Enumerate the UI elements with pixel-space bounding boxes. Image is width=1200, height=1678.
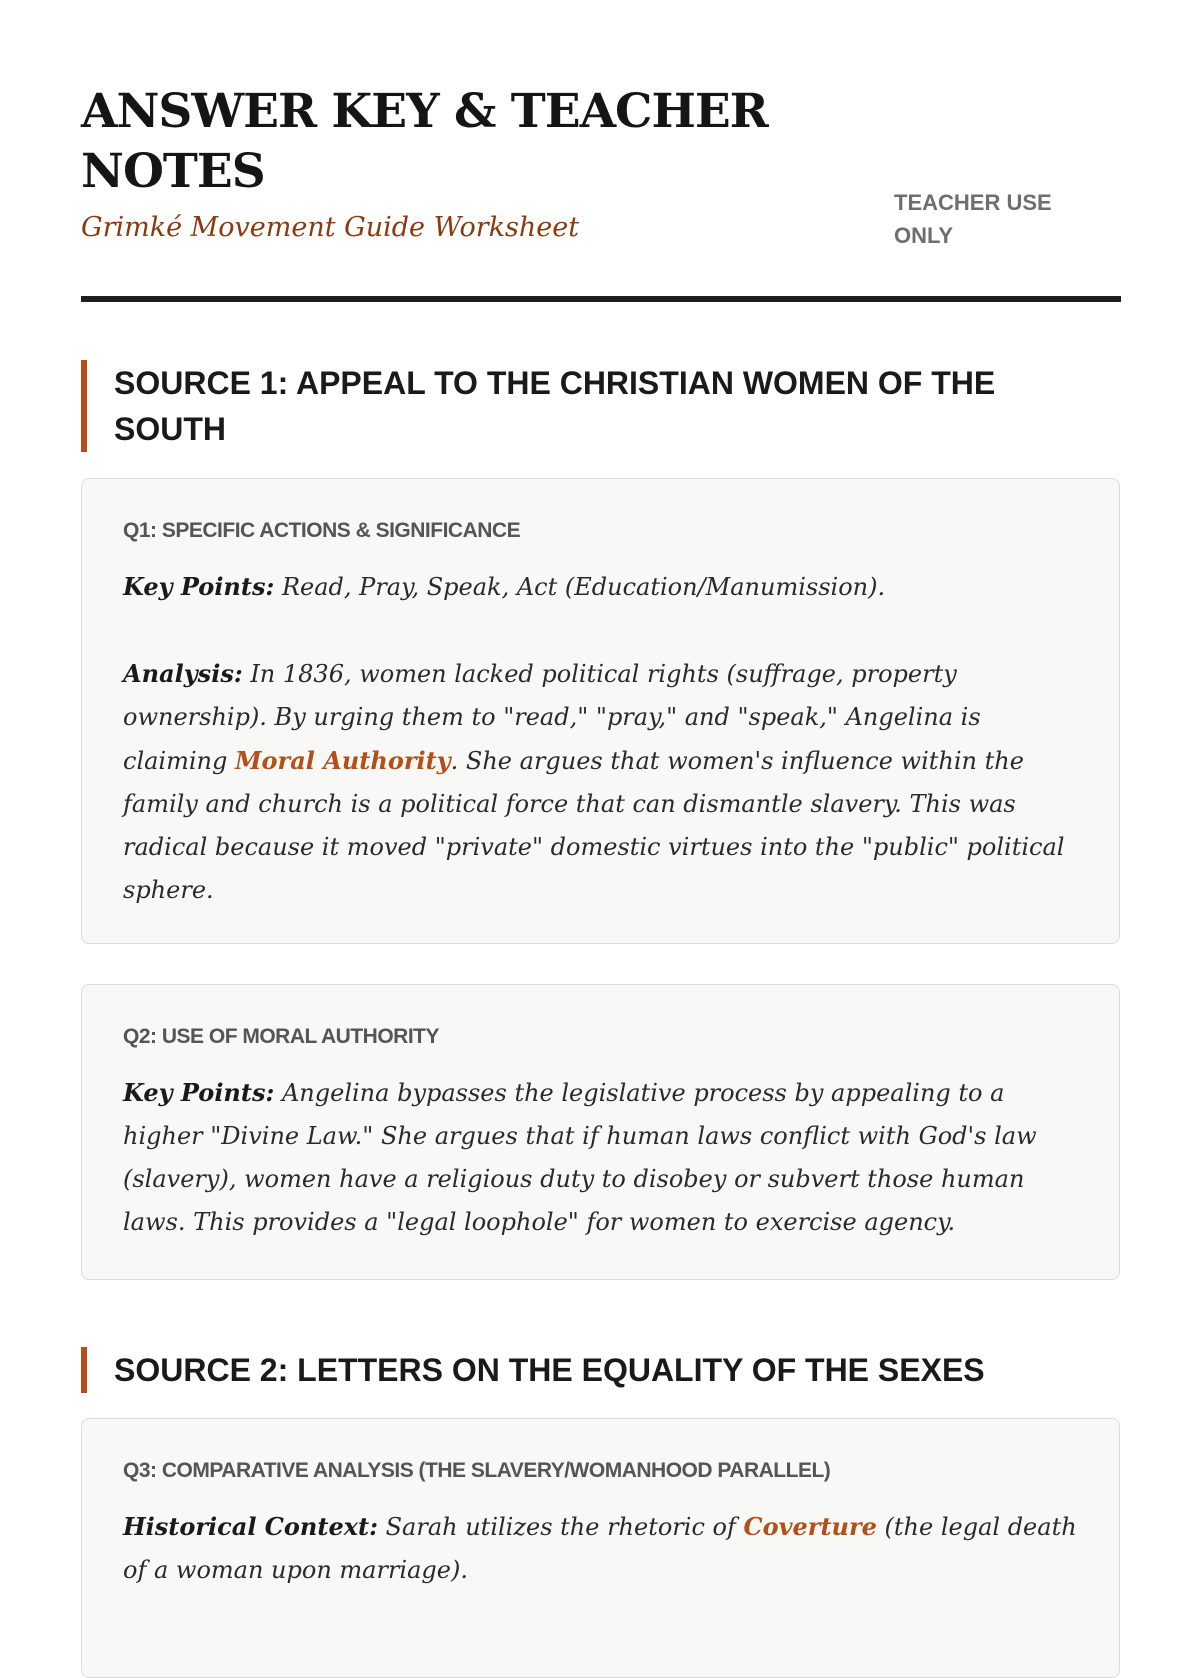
question-label: Q1: SPECIFIC ACTIONS & SIGNIFICANCE <box>123 519 521 542</box>
coverture-highlight: Coverture <box>743 1512 877 1541</box>
document-header <box>81 0 1121 302</box>
question-label: Q3: COMPARATIVE ANALYSIS (THE SLAVERY/WOMANHOOD PARALLEL) <box>123 1459 831 1482</box>
key-points-lead: Key Points: <box>123 572 275 601</box>
answer-key-page <box>81 0 1121 1584</box>
analysis-lead: Analysis: <box>123 659 243 688</box>
analysis-paragraph <box>123 652 1079 912</box>
page-title: ANSWER KEY & TEACHER NOTES <box>81 84 768 199</box>
key-points-paragraph <box>123 1071 1079 1244</box>
moral-authority-highlight: Moral Authority <box>234 746 451 775</box>
historical-context-lead: Historical Context: <box>123 1512 378 1541</box>
analysis-text: In 1836, women lacked political rights (suffrage, property ownership). By urging them to "read," "pray," and "speak," Angelina is claiming <box>123 660 981 775</box>
key-points-text: Angelina bypasses the legislative process by appealing to a higher "Divine Law." She argues that if human laws conflict with God's law (slavery), women have a religious duty to disobey or subvert those human laws. This provides a "legal loophole" for women to exercise agency. <box>123 1079 1037 1236</box>
source-1-heading: SOURCE 1: APPEAL TO THE CHRISTIAN WOMEN OF THE SOUTH <box>81 360 1104 452</box>
teacher-use-badge: TEACHER USE ONLY <box>894 190 1052 248</box>
historical-context-text: Sarah utilizes the rhetoric of <box>377 1513 744 1541</box>
analysis-text-continued: . She argues that women's influence within the family and church is a political force that can dismantle slavery. This was radical because it moved "private" domestic virtues into the "public" political sphere. <box>123 747 1065 904</box>
question-card-q1 <box>81 478 1120 944</box>
page-subtitle: Grimké Movement Guide Worksheet <box>81 212 580 243</box>
question-label: Q2: USE OF MORAL AUTHORITY <box>123 1025 440 1048</box>
historical-context-text-continued: (the legal death of a woman upon marriage). <box>123 1513 1077 1584</box>
key-points-text: Read, Pray, Speak, Act (Education/Manumission). <box>274 573 886 601</box>
source-2-heading: SOURCE 2: LETTERS ON THE EQUALITY OF THE SEXES <box>81 1347 1104 1393</box>
historical-context-paragraph <box>123 1505 1079 1592</box>
key-points-lead: Key Points: <box>123 1078 275 1107</box>
question-card-q2 <box>81 984 1120 1280</box>
question-card-q3 <box>81 1418 1120 1678</box>
key-points-paragraph <box>123 565 1079 609</box>
